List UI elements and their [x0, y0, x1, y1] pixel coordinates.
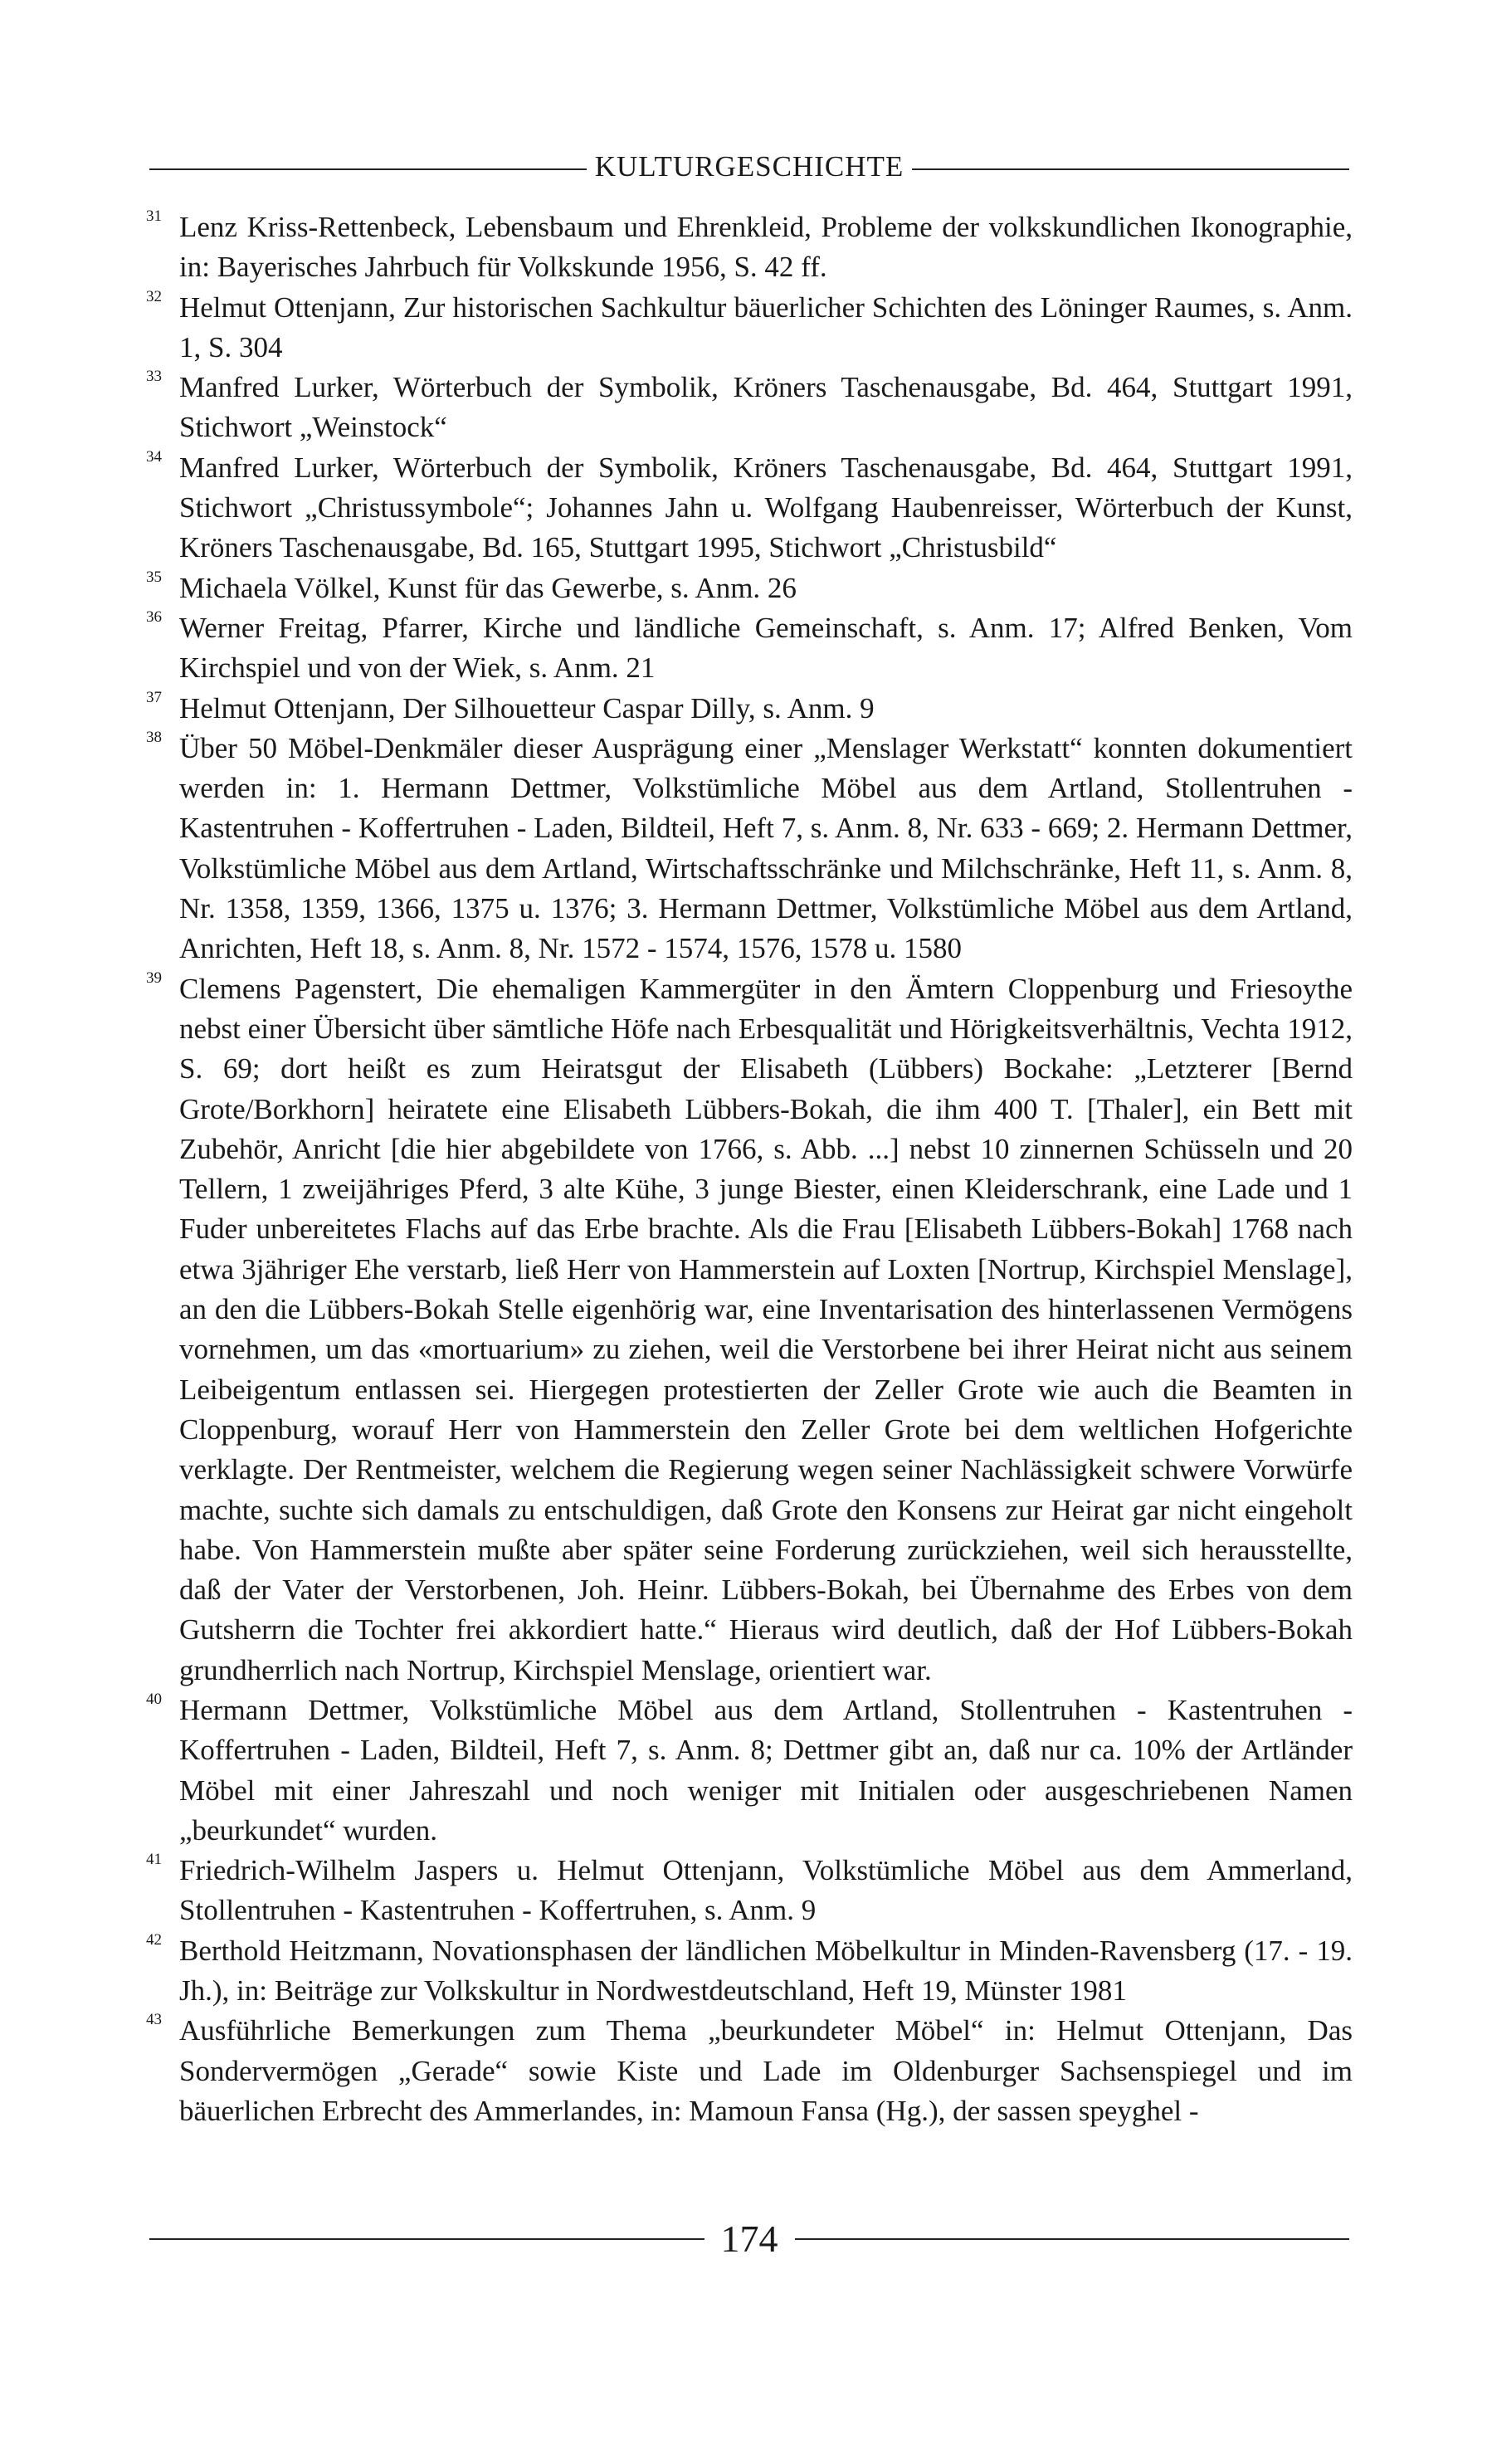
- page-number: 174: [720, 2218, 778, 2260]
- footnote-text: Clemens Pagenstert, Die ehemaligen Kammergüter in den Ämtern Cloppenburg und Friesoythe nebst einer Übersicht über sämtliche Höfe nach Erbesqualität und Hörigkeitsverhältnis, Vechta 1912, S. 69; dort heißt es zum Heiratsgut der Elisabeth (Lübbers) Bockahe: „Letzterer [Bernd Grote/Borkhorn] heiratete eine Elisabeth Lübbers-Bokah, die ihm 400 T. [Thaler], ein Bett mit Zubehör, Anricht [die hier abgebildete von 1766, s. Abb. ...] nebst 10 zinnernen Schüsseln und 20 Tellern, 1 zweijähriges Pferd, 3 alte Kühe, 3 junge Biester, einen Kleiderschrank, eine Lade und 1 Fuder unbereitetes Flachs auf das Erbe brachte. Als die Frau [Elisabeth Lübbers-Bokah] 1768 nach etwa 3jähriger Ehe verstarb, ließ Herr von Hammerstein auf Loxten [Nortrup, Kirchspiel Menslage], an den die Lübbers-Bokah Stelle eigenhörig war, eine Inventarisation des hinterlassenen Vermögens vornehmen, um das «mortuarium» zu ziehen, weil die Verstorbene bei ihrer Heirat nicht aus seinem Leibeigentum entlassen sei. Hiergegen protestierten der Zeller Grote wie auch die Beamten in Cloppenburg, worauf Herr von Hammerstein den Zeller Grote bei dem weltlichen Hofgerichte verklagte. Der Rentmeister, welchem die Regierung wegen seiner Nachlässigkeit schwere Vorwürfe machte, suchte sich damals zu entschuldigen, daß Grote den Konsens zur Heirat gar nicht eingeholt habe. Von Hammerstein mußte aber später seine Forderung zurückziehen, weil sich herausstellte, daß der Vater der Verstorbenen, Joh. Heinr. Lübbers-Bokah, bei Übernahme des Erbes von dem Gutsherrn die Tochter frei akkordiert hatte.“ Hieraus wird deutlich, daß der Hof Lübbers-Bokah grundherrlich nach Nortrup, Kirchspiel Menslage, orientiert war.: [179, 972, 1353, 1686]
- footnote-text: Lenz Kriss-Rettenbeck, Lebensbaum und Ehrenkleid, Probleme der volkskundlichen Ikonographie, in: Bayerisches Jahrbuch für Volkskunde 1956, S. 42 ff.: [179, 211, 1353, 284]
- footnote-text: Michaela Völkel, Kunst für das Gewerbe, s. Anm. 26: [179, 571, 797, 604]
- footnote-number: 37: [146, 688, 162, 706]
- footnote-number: 41: [146, 1851, 162, 1869]
- running-header: [149, 148, 1349, 186]
- footnote-text: Werner Freitag, Pfarrer, Kirche und ländliche Gemeinschaft, s. Anm. 17; Alfred Benken, Vom Kirchspiel und von der Wiek, s. Anm. 21: [179, 611, 1353, 685]
- footnote-number: 31: [146, 207, 162, 225]
- footnote-34: [146, 448, 1353, 568]
- footnote-41: [146, 1851, 1353, 1931]
- footnote-text: Über 50 Möbel-Denkmäler dieser Ausprägung einer „Menslager Werkstatt“ konnten dokumentiert werden in: 1. Hermann Dettmer, Volkstümliche Möbel aus dem Artland, Stollentruhen - Kastentruhen - Koffertruhen - Laden, Bildteil, Heft 7, s. Anm. 8, Nr. 633 - 669; 2. Hermann Dettmer, Volkstümliche Möbel aus dem Artland, Wirtschaftsschränke und Milchschränke, Heft 11, s. Anm. 8, Nr. 1358, 1359, 1366, 1375 u. 1376; 3. Hermann Dettmer, Volkstümliche Möbel aus dem Artland, Anrichten, Heft 18, s. Anm. 8, Nr. 1572 - 1574, 1576, 1578 u. 1580: [179, 731, 1353, 965]
- footnote-text: Manfred Lurker, Wörterbuch der Symbolik, Kröners Taschenausgabe, Bd. 464, Stuttgart 1991, Stichwort „Christussymbole“; Johannes Jahn u. Wolfgang Haubenreisser, Wörterbuch der Kunst, Kröners Taschenausgabe, Bd. 165, Stuttgart 1995, Stichwort „Christusbild“: [179, 451, 1353, 564]
- footnote-number: 39: [146, 969, 162, 987]
- header-rule-left: [149, 168, 587, 170]
- footnote-text: Hermann Dettmer, Volkstümliche Möbel aus dem Artland, Stollentruhen - Kastentruhen - Koffertruhen - Laden, Bildteil, Heft 7, s. Anm. 8; Dettmer gibt an, daß nur ca. 10% der Artländer Möbel mit einer Jahreszahl und noch weniger mit Initialen oder ausgeschriebenen Namen „beurkundet“ wurden.: [179, 1693, 1353, 1847]
- footer-rule-left: [149, 2238, 704, 2240]
- footnote-number: 38: [146, 728, 162, 746]
- footnote-42: [146, 1931, 1353, 2012]
- footnote-number: 36: [146, 607, 162, 626]
- footnote-35: [146, 568, 1353, 608]
- section-title: KULTURGESCHICHTE: [594, 150, 904, 183]
- footnote-text: Friedrich-Wilhelm Jaspers u. Helmut Ottenjann, Volkstümliche Möbel aus dem Ammerland, Stollentruhen - Kastentruhen - Koffertruhen, s. Anm. 9: [179, 1854, 1353, 1927]
- footnote-text: Ausführliche Bemerkungen zum Thema „beurkundeter Möbel“ in: Helmut Ottenjann, Das Sondervermögen „Gerade“ sowie Kiste und Lade im Oldenburger Sachsenspiegel und im bäuerlichen Erbrecht des Ammerlandes, in: Mamoun Fansa (Hg.), der sassen speyghel -: [179, 2014, 1353, 2127]
- footnote-32: [146, 288, 1353, 368]
- footnote-text: Berthold Heitzmann, Novationsphasen der ländlichen Möbelkultur in Minden-Ravensberg (17. - 19. Jh.), in: Beiträge zur Volkskultur in Nordwestdeutschland, Heft 19, Münster 1981: [179, 1934, 1353, 2008]
- footnote-38: [146, 729, 1353, 969]
- footnote-number: 42: [146, 1930, 162, 1949]
- footnote-40: [146, 1691, 1353, 1851]
- footnote-number: 43: [146, 2011, 162, 2029]
- footnote-number: 33: [146, 368, 162, 386]
- footnote-list: [146, 207, 1353, 2131]
- footnote-text: Helmut Ottenjann, Zur historischen Sachkultur bäuerlicher Schichten des Löninger Raumes, s. Anm. 1, S. 304: [179, 290, 1353, 364]
- footnote-33: [146, 368, 1353, 448]
- footnote-37: [146, 689, 1353, 729]
- footer-rule-right: [795, 2238, 1350, 2240]
- footnote-31: [146, 207, 1353, 288]
- footnote-number: 32: [146, 287, 162, 305]
- header-rule-right: [912, 168, 1349, 170]
- footnote-number: 35: [146, 568, 162, 586]
- footnote-number: 34: [146, 447, 162, 466]
- footnote-39: [146, 969, 1353, 1691]
- footnote-text: Manfred Lurker, Wörterbuch der Symbolik, Kröners Taschenausgabe, Bd. 464, Stuttgart 1991, Stichwort „Weinstock“: [179, 371, 1353, 444]
- page-footer: [149, 2214, 1349, 2264]
- footnote-43: [146, 2011, 1353, 2131]
- footnote-text: Helmut Ottenjann, Der Silhouetteur Caspar Dilly, s. Anm. 9: [179, 691, 875, 725]
- footnote-36: [146, 608, 1353, 689]
- footnote-number: 40: [146, 1690, 162, 1708]
